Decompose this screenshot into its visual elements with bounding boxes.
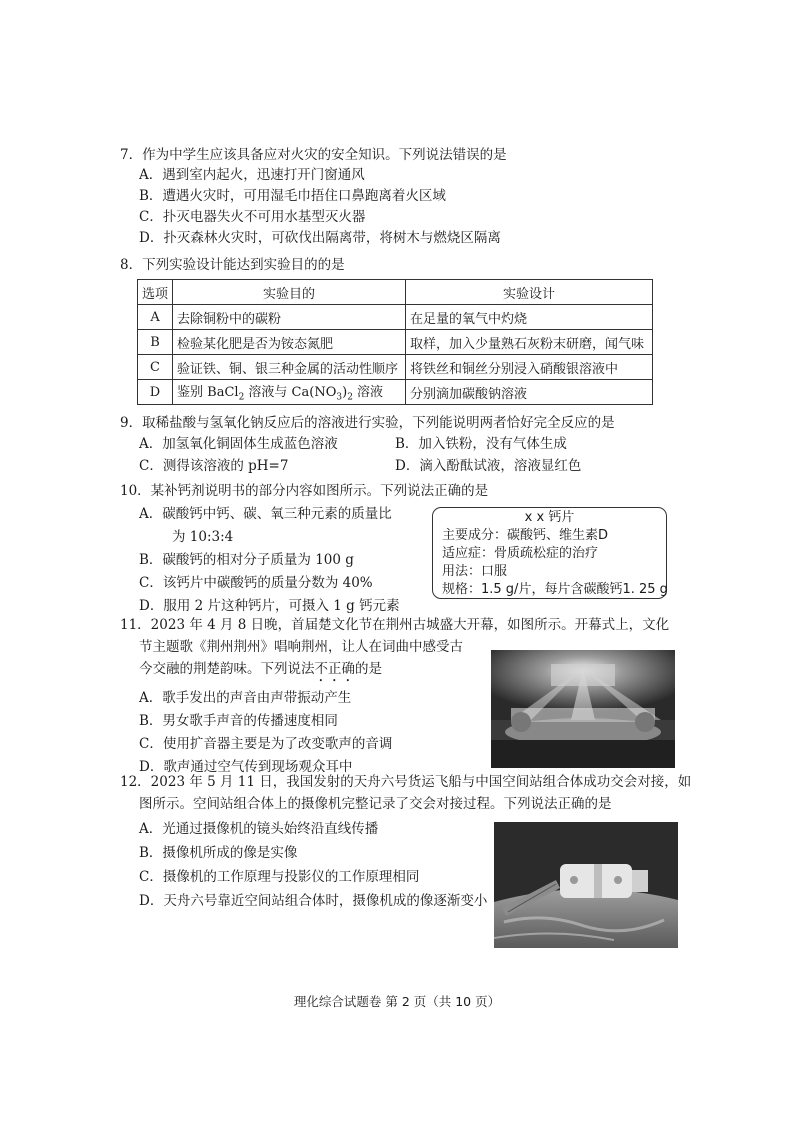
formula-part: 鉴别 BaCl [177,385,239,401]
q10-option-b: B．碳酸钙的相对分子质量为 100 g [139,552,354,568]
row-a-option: A [138,305,173,330]
q11-option-b: B．男女歌手声音的传播速度相同 [139,713,338,729]
page-footer: 理化综合试题卷 第 2 页（共 10 页） [293,994,501,1009]
q9-option-c: C．测得该溶液的 pH=7 [139,458,289,474]
table-row [138,330,653,355]
calcium-tablet-label [432,507,667,599]
table-header-row [138,280,653,305]
row-d-option: D [138,380,173,405]
question-8 [120,255,680,275]
row-b-design: 取样，加入少量熟石灰粉末研磨，闻气味 [406,330,653,355]
question-7 [120,145,680,249]
table-header-purpose: 实验目的 [173,280,406,305]
formula-part: 溶液与 Ca(NO [244,385,337,401]
table-row [138,380,653,405]
q12-line-1: 12．2023 年 5 月 11 日，我国发射的天舟六号货运飞船与中国空间站组合体成功交会对接，如 [120,774,692,790]
q12-line-2: 图所示。空间站组合体上的摄像机完整记录了交会对接过程。下列说法正确的是 [139,796,612,812]
q9-option-a: A．加氢氧化铜固体生成蓝色溶液 [139,436,338,452]
q12-option-d: D．天舟六号靠近空间站组合体时，摄像机成的像逐渐变小 [139,893,488,909]
q12-option-b: B．摄像机所成的像是实像 [139,845,298,861]
spacecraft-docking-photo [494,822,678,948]
experiment-table [137,279,653,405]
table-row [138,305,653,330]
q9-option-d: D．滴入酚酞试液，溶液显红色 [395,458,582,474]
festival-stage-photo [491,650,675,768]
festival-stage-image [491,650,675,768]
q9-stem: 9．取稀盐酸与氢氧化钠反应后的溶液进行实验，下列能说明两者恰好完全反应的是 [120,415,615,431]
q9-options-row-2 [120,455,680,477]
formula-part: 溶液 [352,385,384,401]
q9-option-b: B．加入铁粉，没有气体生成 [395,436,567,452]
q10-option-c: C．该钙片中碳酸钙的质量分数为 40% [139,575,373,591]
q7-option-d: D．扑灭森林火灾时，可砍伐出隔离带，将树木与燃烧区隔离 [139,230,501,246]
q10-option-a: A．碳酸钙中钙、碳、氧三种元素的质量比 [139,506,392,522]
q8-stem: 8．下列实验设计能达到实验目的的是 [120,257,345,273]
q7-stem: 7．作为中学生应该具备应对火灾的安全知识。下列说法错误的是 [120,147,507,163]
q11-line-2: 节主题歌《荆州荆州》唱响荆州，让人在词曲中感受古 [139,639,463,655]
row-c-design: 将铁丝和铜丝分别浸入硝酸银溶液中 [406,355,653,380]
q7-option-a: A．遇到室内起火，迅速打开门窗通风 [139,167,365,183]
spacecraft-image [494,822,678,948]
label-usage: 用法：口服 [442,564,508,579]
q9-options-row-1 [120,433,680,455]
q12-option-c: C．摄像机的工作原理与投影仪的工作原理相同 [139,869,420,885]
row-c-option: C [138,355,173,380]
label-ingredients: 主要成分：碳酸钙、维生素D [442,528,609,543]
formula-subscript: 2 [238,392,245,403]
table-row [138,355,653,380]
q11-line-1: 11．2023 年 4 月 8 日晚，首届楚文化节在荆州古城盛大开幕，如图所示。开幕式上，文化 [120,617,670,633]
q10-option-d: D．服用 2 片这种钙片，可摄入 1 g 钙元素 [139,598,400,614]
label-indication: 适应症：骨质疏松症的治疗 [442,546,599,561]
q10-stem: 10．某补钙剂说明书的部分内容如图所示。下列说法正确的是 [120,483,489,499]
table-header-option: 选项 [138,280,173,305]
formula-subscript: 3 [336,392,343,403]
q11-option-c: C．使用扩音器主要是为了改变歌声的音调 [139,736,393,752]
row-a-purpose: 去除铜粉中的碳粉 [173,305,406,330]
q7-option-b: B．遭遇火灾时，可用湿毛巾捂住口鼻跑离着火区域 [139,188,446,204]
q7-option-c: C．扑灭电器失火不可用水基型灭火器 [139,209,366,225]
label-title: x x 钙片 [524,510,575,525]
formula-part: ) [342,385,348,401]
q12-option-a: A．光通过摄像机的镜头始终沿直线传播 [139,821,379,837]
label-spec: 规格：1.5 g/片，每片含碳酸钙1. 25 g [442,582,668,597]
row-b-purpose: 检验某化肥是否为铵态氮肥 [173,330,406,355]
row-d-design: 分别滴加碳酸钠溶液 [406,380,653,405]
question-9 [120,413,680,477]
q11-option-a: A．歌手发出的声音由声带振动产生 [139,690,352,706]
row-c-purpose: 验证铁、铜、银三种金属的活动性顺序 [173,355,406,380]
table-header-design: 实验设计 [406,280,653,305]
q11-option-d: D．歌声通过空气传到现场观众耳中 [139,759,353,775]
row-a-design: 在足量的氧气中灼烧 [406,305,653,330]
row-b-option: B [138,330,173,355]
q10-option-a-cont: 为 10:3:4 [172,529,234,545]
formula-subscript: 2 [347,392,353,403]
q11-line-3-pre: 今交融的荆楚韵味。下列说法 [139,661,315,677]
row-d-purpose [173,380,406,405]
q11-emphasis: 不正确 [314,661,355,677]
q11-line-3-post: 的是 [355,661,382,677]
